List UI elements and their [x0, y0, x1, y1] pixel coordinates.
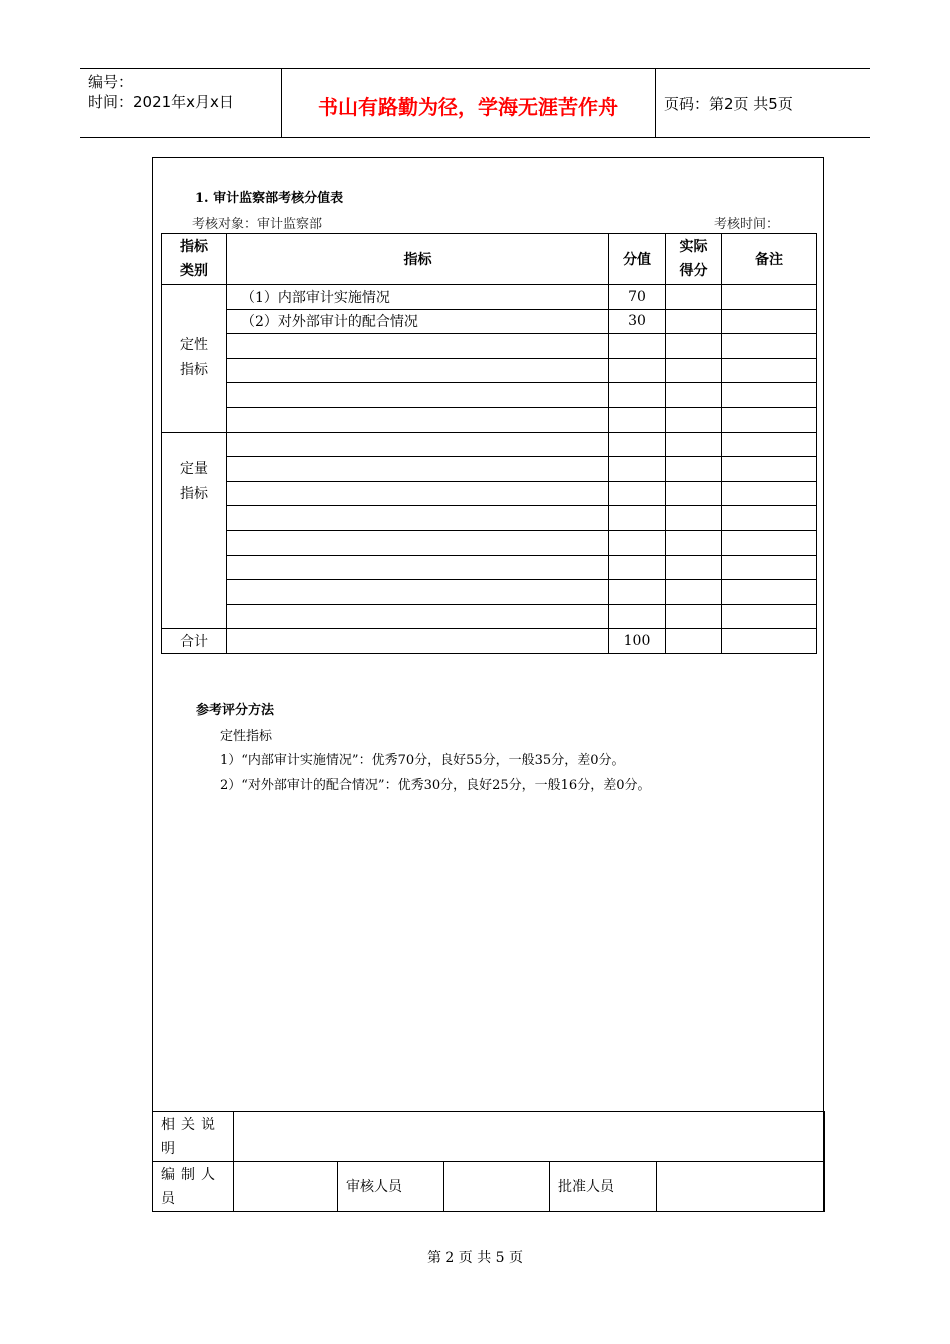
- assessment-time: 考核时间：: [714, 217, 780, 232]
- table-row: [162, 530, 817, 555]
- header-divider: [655, 69, 656, 137]
- table-row: [162, 309, 817, 334]
- table-row: [162, 457, 817, 482]
- header-score: 分值: [609, 234, 666, 285]
- table-row: [162, 506, 817, 531]
- total-row: [162, 629, 817, 654]
- header-meta: [88, 72, 234, 112]
- prepared-by-label: 编制人员: [153, 1162, 234, 1212]
- method-line: 2）“对外部审计的配合情况”：优秀30分，良好25分，一般16分，差0分。: [220, 778, 651, 793]
- prepared-by-value: [234, 1162, 338, 1212]
- related-notes-value: [234, 1112, 825, 1162]
- actual-cell: [666, 309, 722, 334]
- approved-by-label: 批准人员: [550, 1162, 657, 1212]
- remark-cell: [722, 309, 817, 334]
- document-header: [80, 68, 870, 138]
- related-notes-row: [153, 1112, 825, 1162]
- header-page-code: 页码：第2页 共5页: [664, 95, 793, 113]
- actual-cell: [666, 285, 722, 310]
- header-motto: 书山有路勤为径，学海无涯苦作舟: [318, 95, 618, 119]
- approved-by-value: [657, 1162, 825, 1212]
- indicator-cell: （1）内部审计实施情况: [227, 285, 609, 310]
- signoff-table: [152, 1111, 825, 1212]
- table-row: [162, 580, 817, 605]
- total-label: 合计: [162, 629, 227, 654]
- table-title: 1. 审计监察部考核分值表: [195, 191, 344, 206]
- score-cell: 70: [609, 285, 666, 310]
- remark-cell: [722, 285, 817, 310]
- category-quantitative: 定量指标: [162, 432, 227, 629]
- doc-time-label: 时间：2021年x月x日: [88, 93, 234, 111]
- doc-number-label: 编号：: [88, 73, 134, 91]
- table-row: [162, 285, 817, 310]
- method-subtitle: 定性指标: [220, 729, 273, 744]
- table-row: [162, 334, 817, 359]
- header-category: 指标类别: [162, 234, 227, 285]
- header-indicator: 指标: [227, 234, 609, 285]
- table-header-row: [162, 234, 817, 285]
- table-row: [162, 383, 817, 408]
- table-row: [162, 358, 817, 383]
- table-row: [162, 432, 817, 457]
- table-row: [162, 555, 817, 580]
- assessment-target: 考核对象：审计监察部: [192, 217, 323, 232]
- total-score: 100: [609, 629, 666, 654]
- header-remark: 备注: [722, 234, 817, 285]
- reviewed-by-label: 审核人员: [338, 1162, 444, 1212]
- indicator-cell: （2）对外部审计的配合情况: [227, 309, 609, 334]
- table-row: [162, 604, 817, 629]
- method-title: 参考评分方法: [196, 703, 275, 718]
- method-line: 1）“内部审计实施情况”：优秀70分，良好55分，一般35分，差0分。: [220, 753, 625, 768]
- category-qualitative: 定性指标: [162, 285, 227, 433]
- header-actual: 实际得分: [666, 234, 722, 285]
- table-row: [162, 407, 817, 432]
- page-footer: 第 2 页 共 5 页: [426, 1250, 524, 1266]
- table-row: [162, 481, 817, 506]
- score-cell: 30: [609, 309, 666, 334]
- score-table: [161, 233, 817, 654]
- related-notes-label: 相关说明: [153, 1112, 234, 1162]
- reviewed-by-value: [444, 1162, 550, 1212]
- signoff-row: [153, 1162, 825, 1212]
